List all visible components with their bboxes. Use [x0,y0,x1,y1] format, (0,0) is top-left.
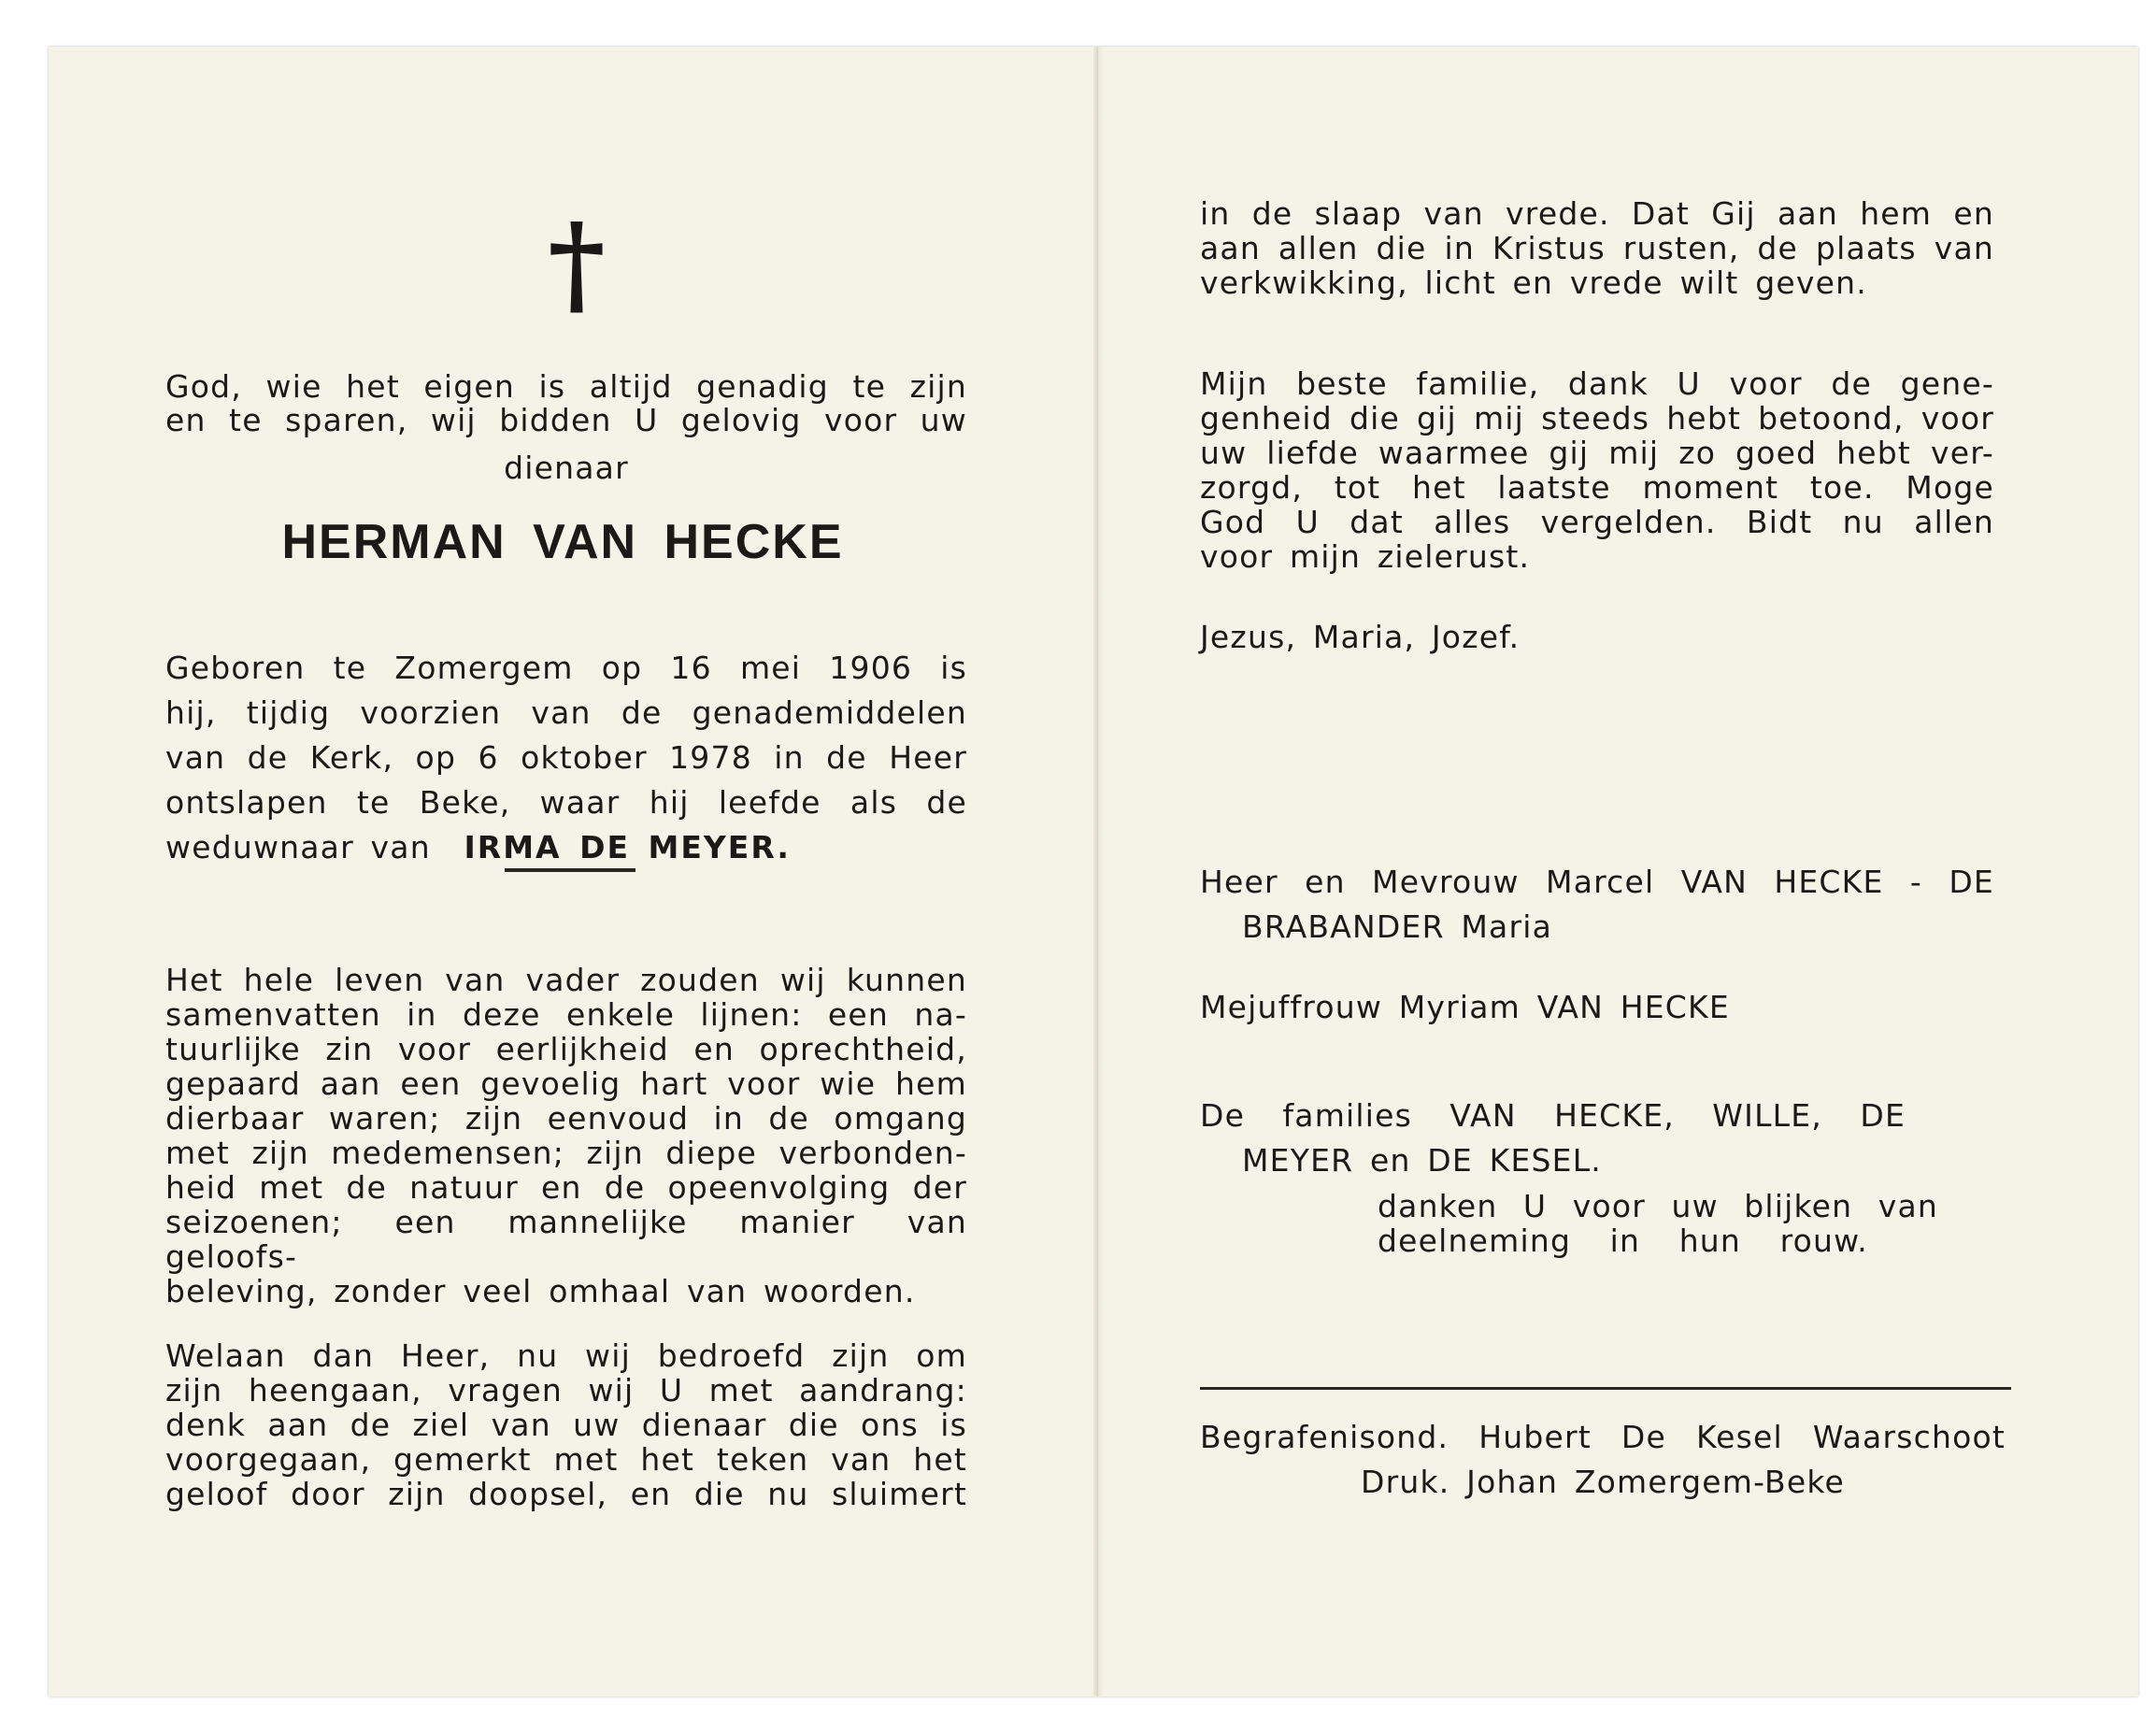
card-fold [1093,47,1103,1696]
widower-line [165,825,967,870]
continuation-line: in de slaap van vrede. Dat Gij aan hem en [1200,195,1994,232]
thanks-line: deelneming in hun rouw. [1378,1222,1868,1259]
prayer-line: en te sparen, wij bidden U gelovig voor uw [165,402,967,438]
life-line: tuurlijke zin voor eerlijkheid en oprechtheid, [165,1031,967,1067]
birth-line: hij, tijdig voorzien van de genademiddelen [165,694,967,731]
opening-prayer [165,370,967,437]
farewell-line: Mijn beste familie, dank U voor de gene- [1200,365,1994,402]
farewell-line: uw liefde waarmee gij mij zo goed hebt ver- [1200,435,1994,471]
family-line: BRABANDER Maria [1242,908,1553,945]
life-line: heid met de natuur en de opeenvolging der [165,1169,967,1206]
plea-line: denk aan de ziel van uw dienaar die ons is [165,1407,967,1443]
printer-line-1: Begrafenisond. Hubert De Kesel Waarschoot [1200,1419,2006,1455]
printer-rule [1200,1387,2011,1390]
plea-paragraph [165,1338,967,1511]
life-line: met zijn medemensen; zijn diepe verbonden- [165,1135,967,1171]
thanks-text [1378,1189,1938,1258]
life-paragraph [165,963,967,1308]
farewell-line: God U dat alles vergelden. Bidt nu allen [1200,504,1994,540]
birth-death-paragraph [165,646,967,825]
life-line: Het hele leven van vader zouden wij kunnen [165,962,967,998]
left-panel [49,47,1093,1696]
families-line: De families VAN HECKE, WILLE, DE [1200,1097,1906,1134]
prayer-line: God, wie het eigen is altijd genadig te zijn [165,368,967,405]
life-line: seizoenen; een mannelijke manier van geloofs- [165,1204,967,1275]
plea-line: zijn heengaan, vragen wij U met aandrang: [165,1372,967,1408]
families-line: MEYER en DE KESEL. [1242,1142,1602,1179]
farewell-line: zorgd, tot het laatste moment toe. Moge [1200,469,1994,506]
memorial-card [49,47,2138,1696]
life-line: gepaard aan een gevoelig hart voor wie hem [165,1065,967,1102]
families-list [1200,1094,1994,1183]
deceased-name: HERMAN VAN HECKE [281,515,844,569]
plea-line: voorgegaan, gemerkt met het teken van het [165,1441,967,1478]
widower-prefix: weduwnaar van [165,829,431,865]
life-line: dierbaar waren; zijn eenvoud in de omgang [165,1100,967,1137]
continuation-paragraph [1200,196,1994,300]
birth-line: van de Kerk, op 6 oktober 1978 in de Heer [165,739,967,776]
birth-line: ontslapen te Beke, waar hij leefde als de [165,784,967,821]
plea-line: geloof door zijn doopsel, en die nu sluimert [165,1476,967,1512]
farewell-line: voor mijn zielerust. [1200,538,1531,575]
family-myriam: Mejuffrouw Myriam VAN HECKE [1200,989,1730,1025]
printer-line-2: Druk. Johan Zomergem-Beke [1361,1464,1845,1500]
plea-line: Welaan dan Heer, nu wij bedroefd zijn om [165,1337,967,1374]
family-van-hecke-de-brabander [1200,860,1994,950]
thanks-line: danken U voor uw blijken van [1378,1188,1938,1224]
life-line: samenvatten in deze enkele lijnen: een na- [165,996,967,1033]
life-line: beleving, zonder veel omhaal van woorden. [165,1273,916,1309]
invocation: Jezus, Maria, Jozef. [1200,619,1521,655]
cross-icon: † [548,198,606,328]
divider-rule [505,868,635,872]
farewell-paragraph [1200,366,1994,574]
continuation-line: aan allen die in Kristus rusten, de plaats van [1200,230,1994,266]
prayer-dienaar: dienaar [504,450,629,486]
continuation-line: verkwikking, licht en vrede wilt geven. [1200,265,1867,301]
family-line: Heer en Mevrouw Marcel VAN HECKE - DE [1200,864,1994,900]
spouse-name: IRMA DE MEYER. [464,829,791,865]
birth-line: Geboren te Zomergem op 16 mei 1906 is [165,650,967,686]
farewell-line: genheid die gij mij steeds hebt betoond, voor [1200,400,1994,436]
